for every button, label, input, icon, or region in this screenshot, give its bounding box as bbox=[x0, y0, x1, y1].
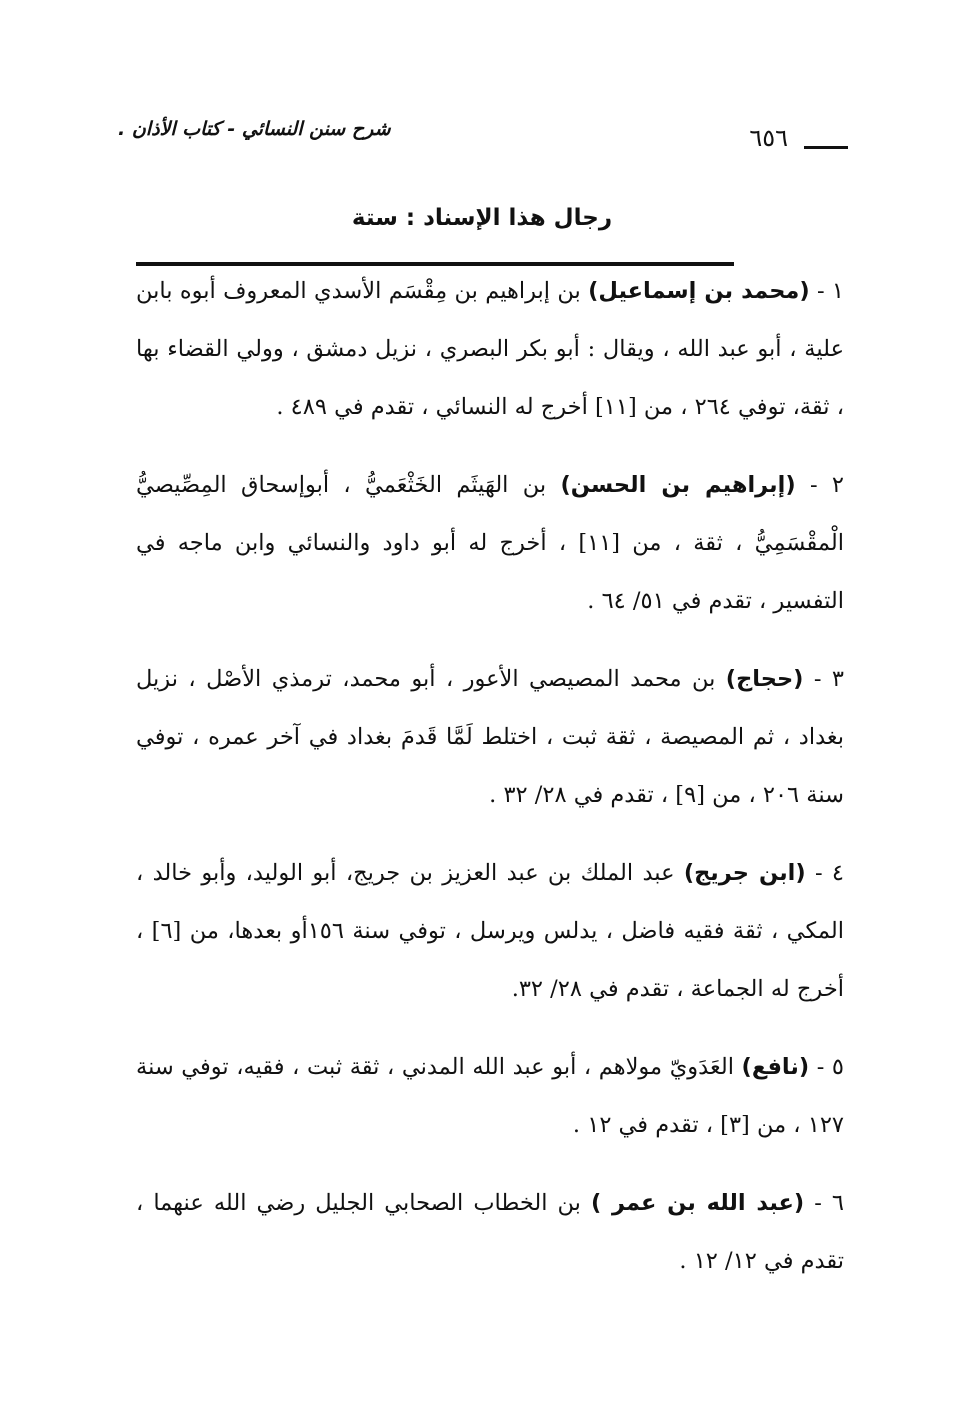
narrator-name: (عبد الله بن عمر ) bbox=[590, 1190, 805, 1216]
entry-number: ٣ - bbox=[803, 666, 844, 692]
narrator-entry bbox=[136, 456, 844, 630]
narrator-entry bbox=[136, 1174, 844, 1290]
narrator-entry bbox=[136, 1038, 844, 1154]
entry-text: العَدَويّ مولاهم ، أبو عبد الله المدني ، ثقة ثبت ، فقيه، توفي سنة ١٢٧ ، من [٣] ، تقدم في ١٢ . bbox=[136, 1054, 844, 1138]
narrator-entry bbox=[136, 262, 844, 436]
narrator-name: (ابن جريج) bbox=[683, 860, 806, 886]
narrator-list bbox=[136, 262, 844, 1310]
narrator-name: (محمد بن إسماعيل) bbox=[588, 278, 810, 304]
section-heading: رجال هذا الإسناد : ستة bbox=[351, 205, 613, 231]
header-title: شرح سنن النسائي - كتاب الأذان . bbox=[118, 118, 391, 140]
entry-text: بن الهَيثَم الخَثْعَميُّ ، أبوإسحاق المِصِّيصيُّ الْمقْسَمِيُّ ، ثقة ، من [١١] ، أخرج له أبو داود والنسائي وابن ماجه في التفسير ، تقدم في ٥١/ ٦٤ . bbox=[136, 472, 844, 614]
entry-number: ٦ - bbox=[804, 1190, 844, 1216]
page-number-rule bbox=[804, 146, 848, 149]
page-number: ٦٥٦ bbox=[749, 124, 788, 152]
entry-number: ١ - bbox=[809, 278, 844, 304]
narrator-entry bbox=[136, 650, 844, 824]
entry-number: ٢ - bbox=[795, 472, 844, 498]
entry-text: بن إبراهيم بن مِقْسَم الأسدي المعروف أبوه بابن علية ، أبو عبد الله ، ويقال : أبو بكر البصري ، نزيل دمشق ، وولي القضاء بها ، ثقة، توفي ٢٦٤ ، من [١١] أخرج له النسائي ، تقدم في ٤٨٩ . bbox=[136, 278, 844, 420]
entry-text: عبد الملك بن عبد العزيز بن جريج، أبو الوليد، وأبو خالد ، المكي ، ثقة فقيه فاضل ، يدلس ويرسل ، توفي سنة ١٥٦أو بعدها، من [٦] ، أخرج له الجماعة ، تقدم في ٢٨/ ٣٢. bbox=[136, 860, 844, 1002]
running-header bbox=[118, 108, 848, 158]
narrator-name: (نافع) bbox=[741, 1054, 810, 1080]
entry-text: بن محمد المصيصي الأعور ، أبو محمد، ترمذي الأصْل ، نزيل بغداد ، ثم المصيصة ، ثقة ثبت ، اختلط لَمَّا قَدمَ بغداد في آخر عمره ، توفي سنة ٢٠٦ ، من [٩] ، تقدم في ٢٨/ ٣٢ . bbox=[136, 666, 844, 808]
narrator-name: (إبراهيم بن الحسن) bbox=[560, 472, 796, 498]
entry-text: بن الخطاب الصحابي الجليل رضي الله عنهما ، تقدم في ١٢/ ١٢ . bbox=[136, 1190, 844, 1274]
narrator-entry bbox=[136, 844, 844, 1018]
entry-number: ٥ - bbox=[809, 1054, 844, 1080]
entry-number: ٤ - bbox=[805, 860, 844, 886]
narrator-name: (حجاج) bbox=[725, 666, 804, 692]
